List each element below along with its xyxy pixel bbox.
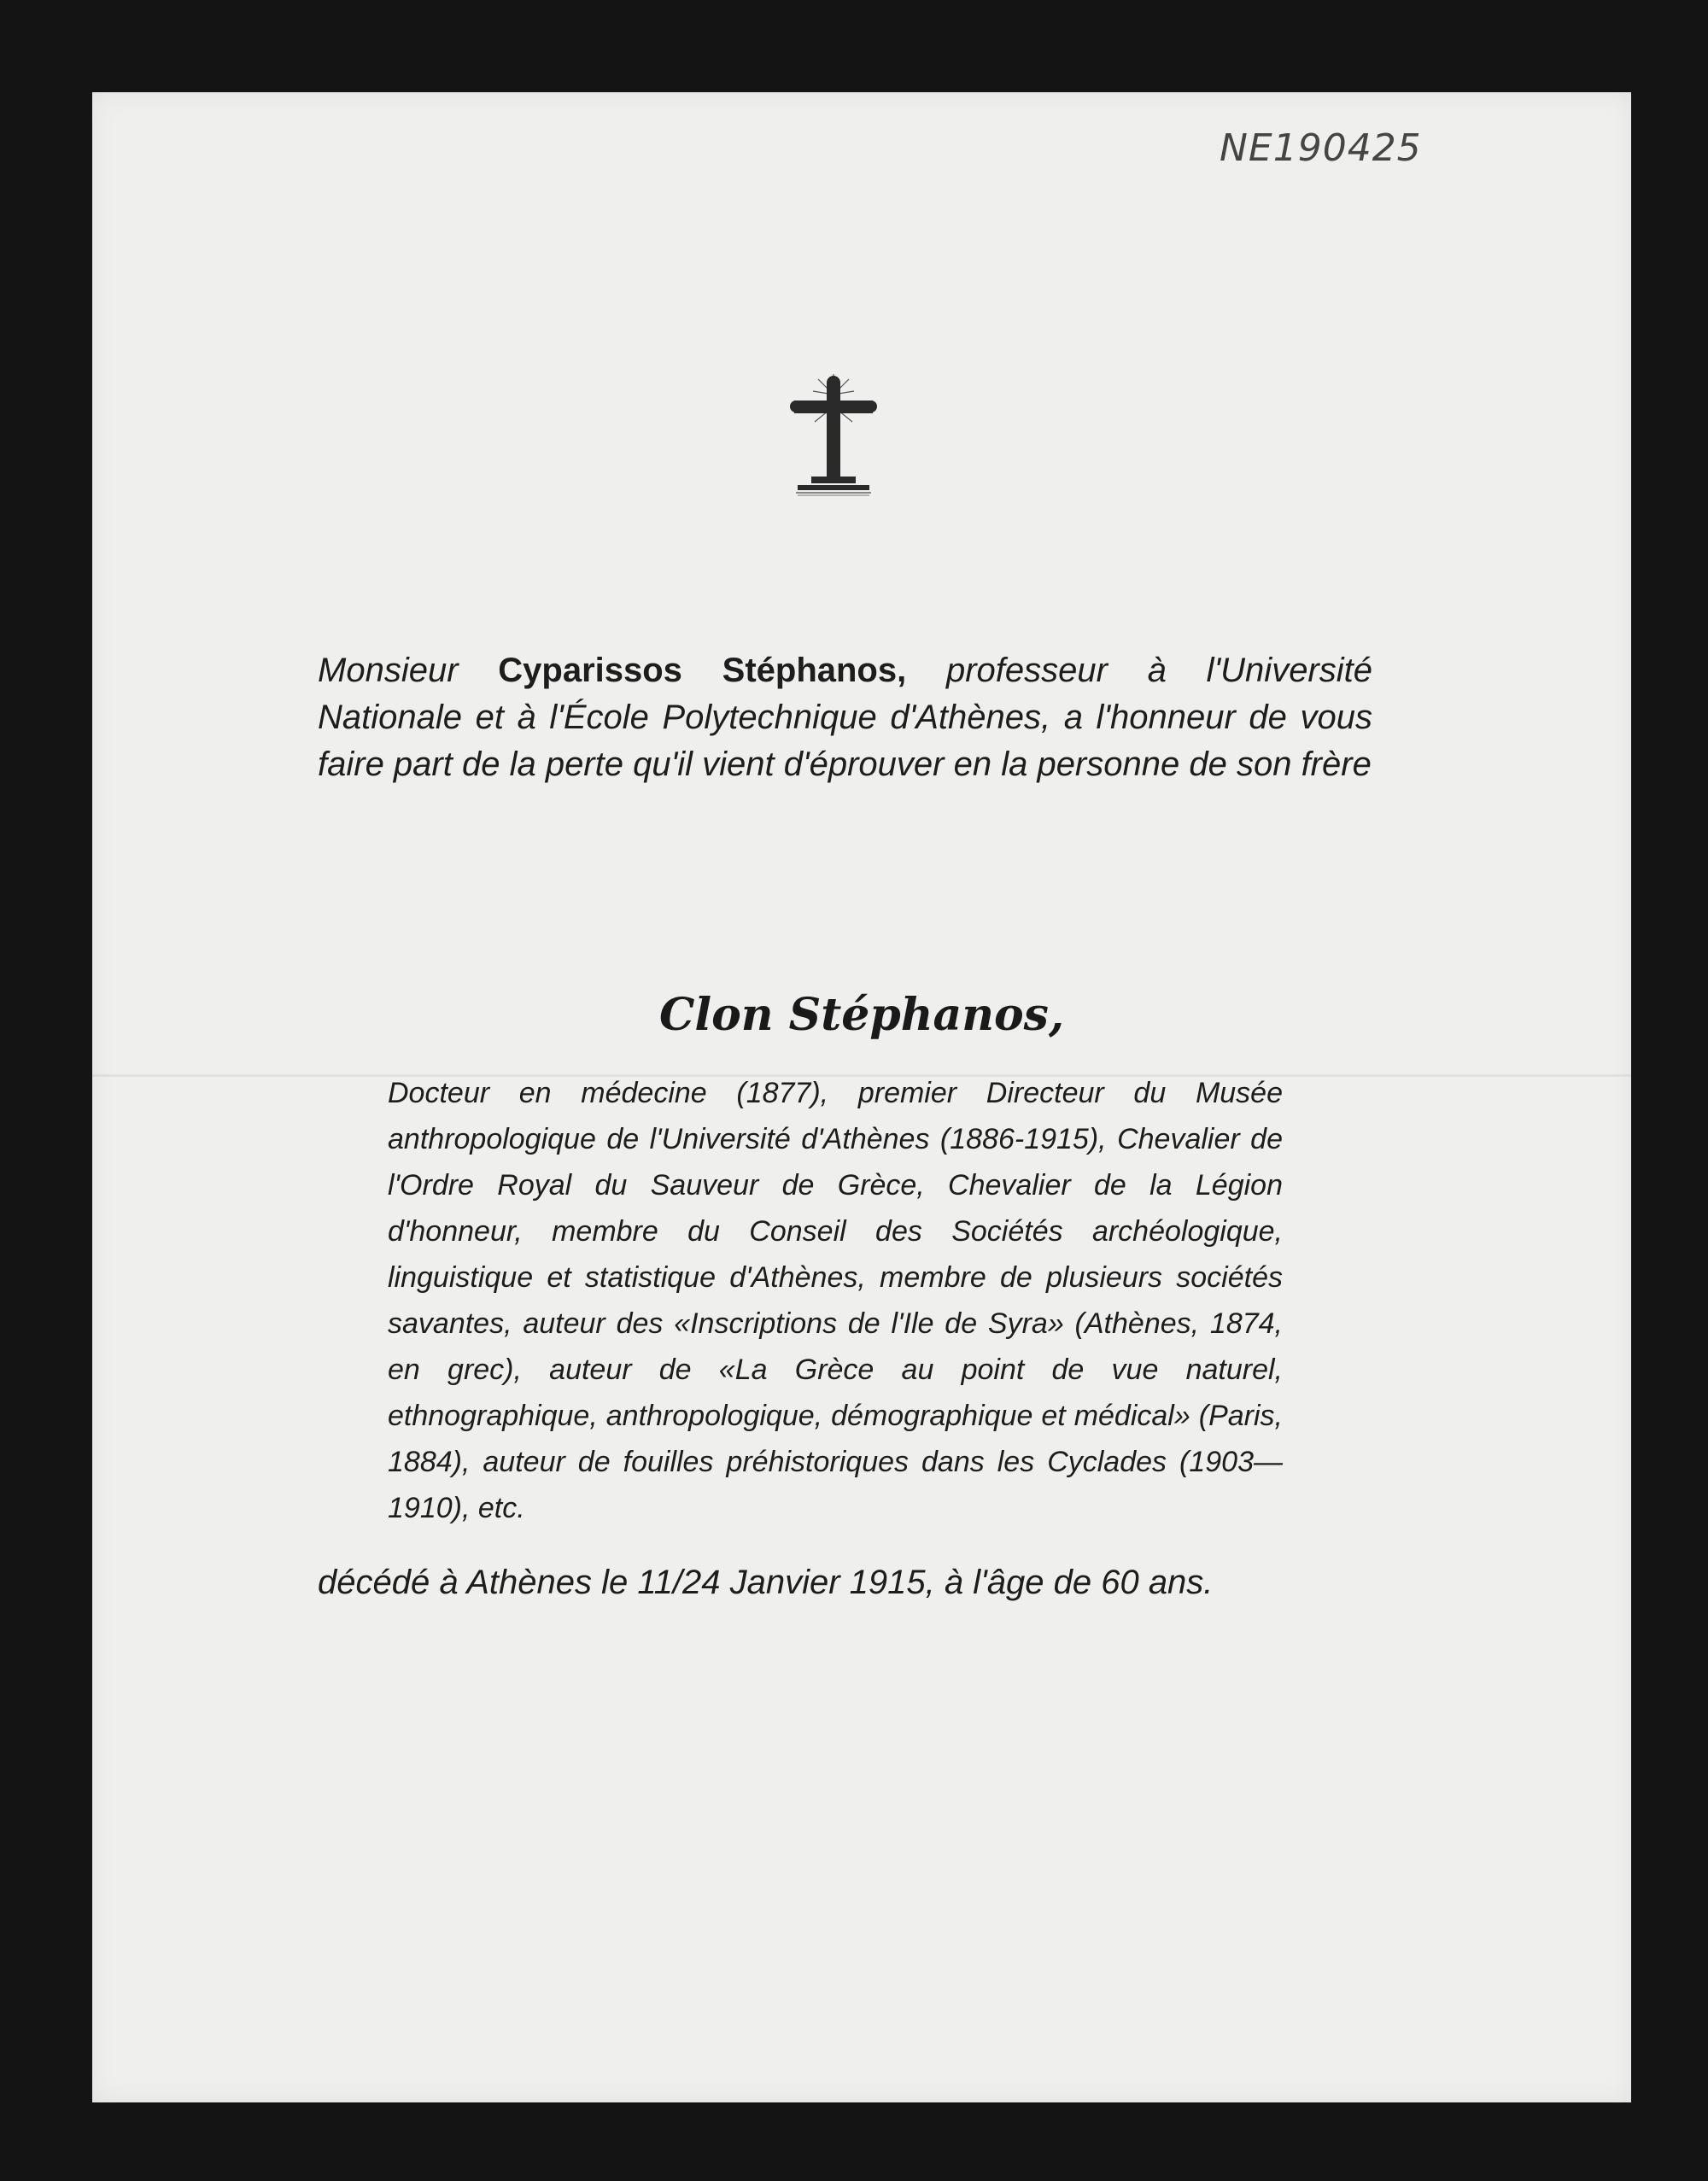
death-notice: décédé à Athènes le 11/24 Janvier 1915, à l'âge de 60 ans. [318,1564,1214,1601]
mourner-name: Cyparissos Stéphanos, [498,652,907,689]
intro-prefix: Monsieur [318,652,459,689]
biography-paragraph: Docteur en médecine (1877), premier Directeur du Musée anthropologique de l'Université d'Athènes (1886-1915), Chevalier de l'Ordre Royal du Sauveur de Grèce, Chevalier de la Légion d'honneur, membre du Conseil des Sociétés archéologique, linguistique et statistique d'Athènes, membre de plusieurs sociétés savantes, auteur des «Inscriptions de l'Ile de Syra» (Athènes, 1874, en grec), auteur de «La Grèce au point de vue naturel, ethnographique, anthropologique, démographique et médical» (Paris, 1884), auteur de fouilles préhistoriques dans les Cyclades (1903—1910), etc. [388,1077,1283,1524]
announcement-sheet [92,92,1631,2102]
intro-text: professeur à l'Université Nationale et à l'École Polytechnique d'Athènes, a l'honneur de vous faire part de la perte qu'il vient d'éprouver en la personne de son frère [318,652,1372,783]
intro-paragraph [318,647,1372,788]
orthodox-cross-icon [782,372,885,509]
deceased-name: Clon Stéphanos, [658,989,1065,1041]
inventory-number: NE190425 [1220,126,1422,170]
